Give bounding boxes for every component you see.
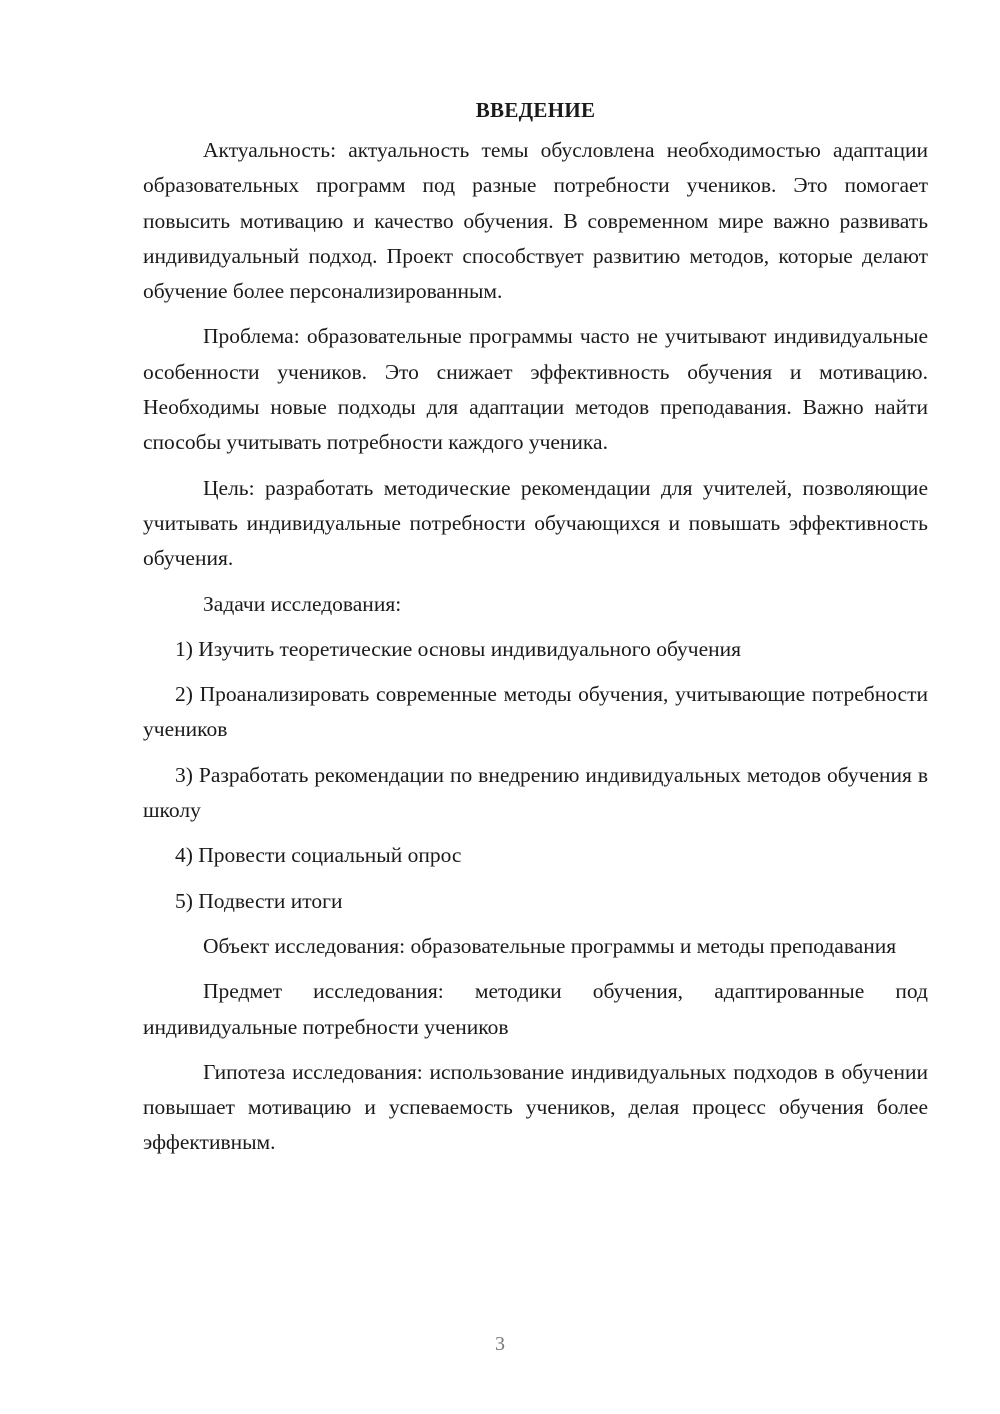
task-item-2: 2) Проанализировать современные методы обучения, учитывающие потребности учеников [143,682,928,742]
task-item-5: 5) Подвести итоги [175,888,343,913]
document-page [143,92,928,1171]
tasks-heading: Задачи исследования: [203,591,402,616]
paragraph-subject: Предмет исследования: методики обучения, адаптированные под индивидуальные потребности учеников [143,979,928,1039]
paragraph-object: Объект исследования: образовательные программы и методы преподавания [203,933,897,958]
page-number: 3 [495,1333,505,1355]
paragraph-relevance: Актуальность: актуальность темы обусловлена необходимостью адаптации образовательных программ под разные потребности учеников. Это помогает повысить мотивацию и качество обучения. В современном мире важно развивать индивидуальный подход. Проект способствует развитию методов, которые делают обучение более персонализированным. [143,138,928,304]
paragraph-hypothesis: Гипотеза исследования: использование индивидуальных подходов в обучении повышает мотивацию и успеваемость учеников, делая процесс обучения более эффективным. [143,1059,928,1155]
paragraph-problem: Проблема: образовательные программы часто не учитывают индивидуальные особенности учеников. Это снижает эффективность обучения и мотивацию. Необходимы новые подходы для адаптации методов преподавания. Важно найти способы учитывать потребности каждого ученика. [143,324,928,455]
section-title: ВВЕДЕНИЕ [475,98,596,122]
task-item-3: 3) Разработать рекомендации по внедрению индивидуальных методов обучения в школу [143,762,928,823]
task-item-4: 4) Провести социальный опрос [175,843,462,868]
task-item-1: 1) Изучить теоретические основы индивидуального обучения [175,636,742,661]
paragraph-goal: Цель: разработать методические рекомендации для учителей, позволяющие учитывать индивидуальные потребности обучающихся и повышать эффективность обучения. [143,475,928,571]
